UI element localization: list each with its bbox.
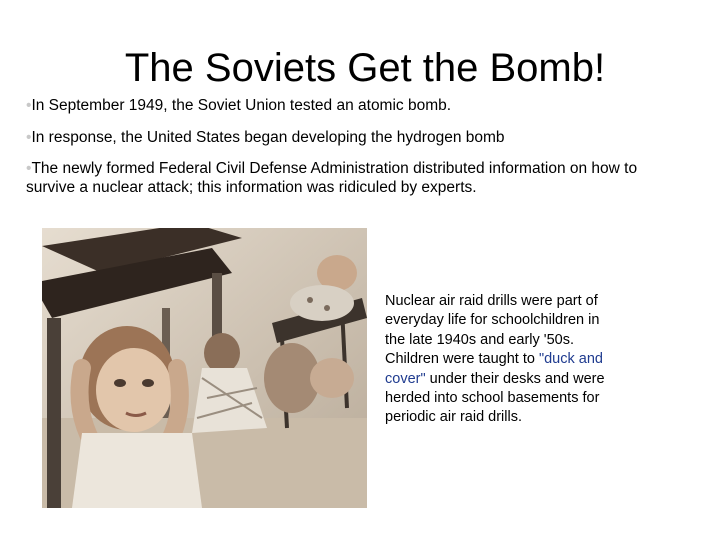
caption-text-end: under their desks and were herded into school basements for periodic air raid drills. [385,370,605,426]
bullet-text: In response, the United States began developing the hydrogen bomb [31,129,505,146]
slide-title: The Soviets Get the Bomb! [124,46,606,90]
desk-leg [47,318,61,508]
bullet-item [26,159,686,197]
child-head [310,358,354,398]
bullet-marker: • [26,160,32,177]
bullet-marker: • [26,129,32,146]
caption-highlight-duck-and-cover: "duck and cover" [385,351,603,387]
child-shirt [72,433,202,508]
photo-caption [385,292,615,428]
child-head [204,333,240,373]
duck-and-cover-photo [42,228,367,508]
child-eye [142,379,154,387]
photo-illustration [42,228,367,508]
shirt-pattern [307,297,313,303]
bullet-text: The newly formed Federal Civil Defense Administration distributed information on how to survive a nuclear attack; this information was ridiculed by experts. [26,160,638,196]
shirt-pattern [324,305,330,311]
child-body [290,285,354,321]
bullet-item [26,96,686,115]
caption-text-start: Nuclear air raid drills were part of everyday life for schoolchildren in the late 1940s and early '50s. Children were taught to [385,293,600,368]
child-eye [114,379,126,387]
bullet-text: In September 1949, the Soviet Union tested an atomic bomb. [31,97,452,114]
child-face [96,348,172,432]
bullet-item [26,128,686,147]
bullet-marker: • [26,97,32,114]
